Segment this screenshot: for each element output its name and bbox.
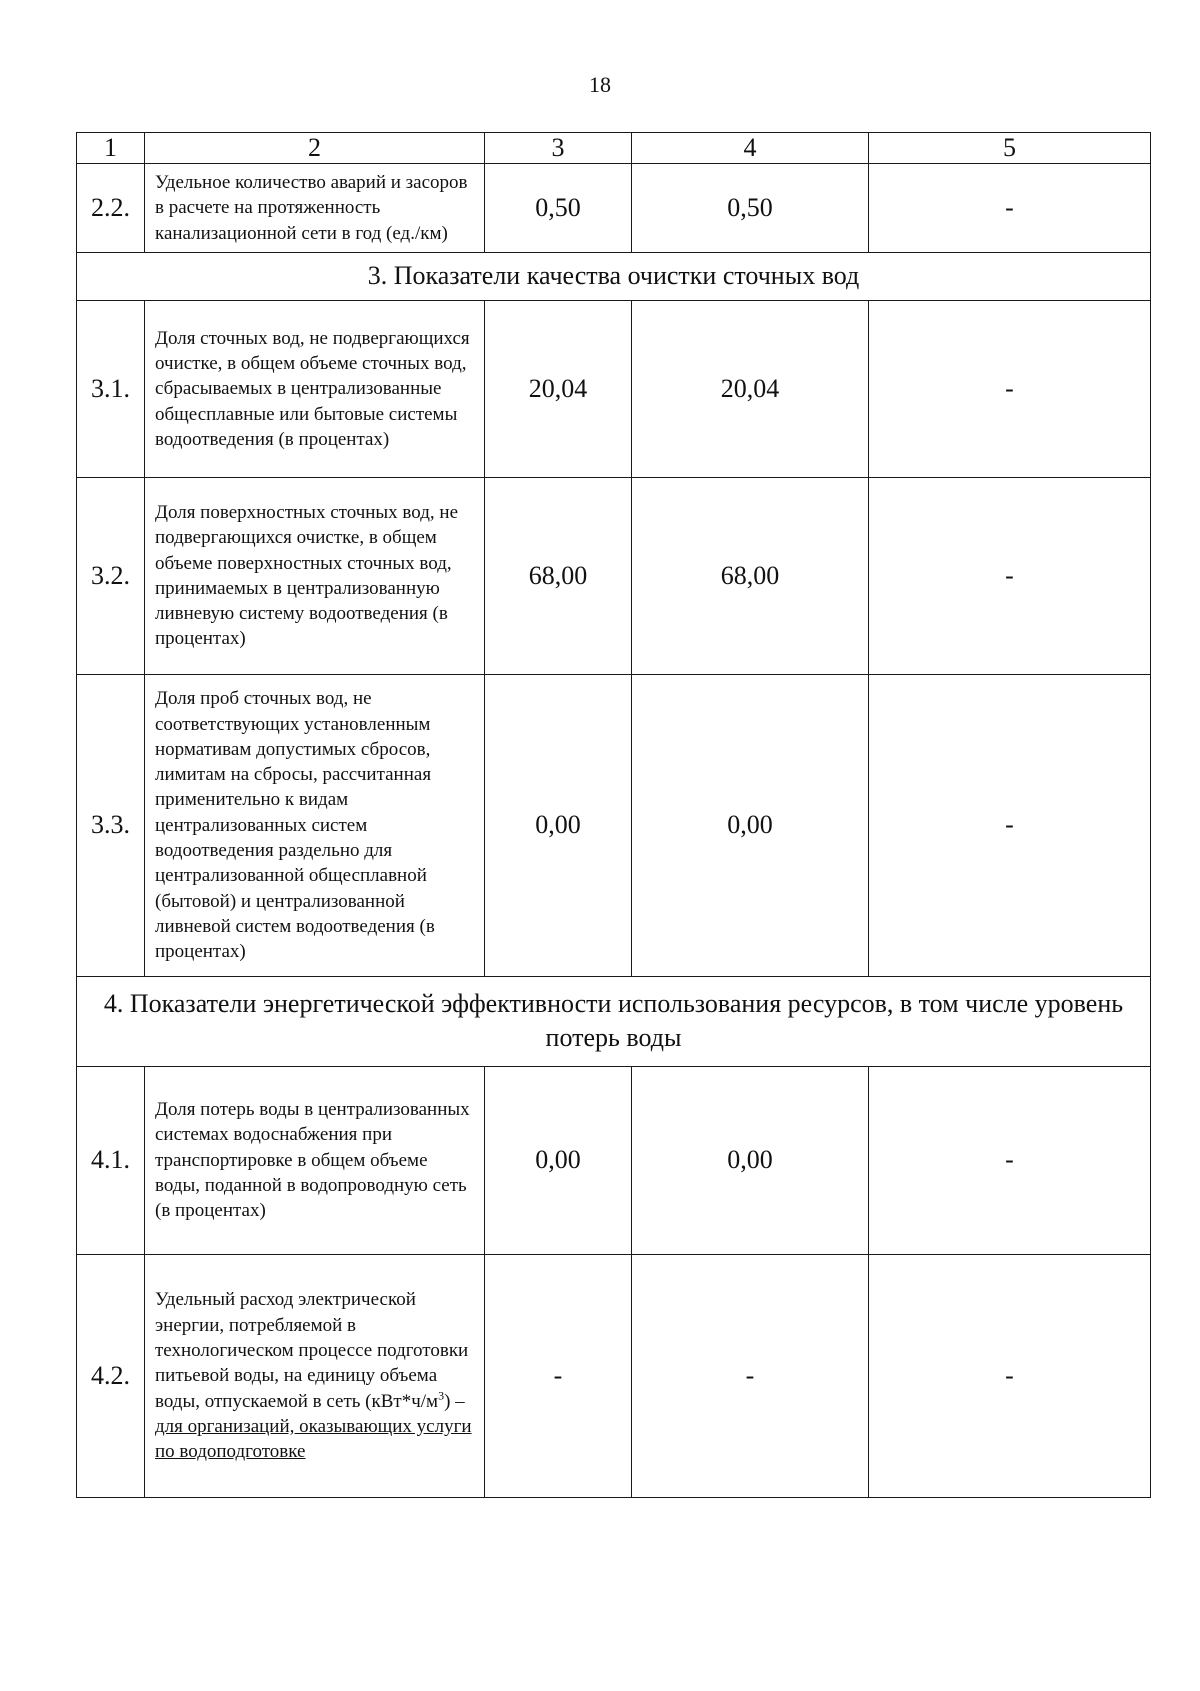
table-row [77,1254,1151,1497]
header-col-2: 2 [145,133,485,164]
table-row [77,164,1151,253]
row-number: 3.2. [77,477,145,674]
row-description: Доля проб сточных вод, не соответствующих установленным нормативам допустимых сбросов, лимитам на сбросы, рассчитанная применительно к видам централизованных систем водоотведения раздельно для централизованной общесплавной (бытовой) и централизованной ливневой систем водоотведения (в процентах) [145,674,485,976]
header-col-4: 4 [632,133,869,164]
header-col-3: 3 [485,133,632,164]
header-row [77,133,1151,164]
value-col-3: 20,04 [485,300,632,477]
section-heading: 4. Показатели энергетической эффективности использования ресурсов, в том числе уровень потерь воды [77,976,1151,1066]
header-col-5: 5 [869,133,1151,164]
row-description: Доля поверхностных сточных вод, не подвергающихся очистке, в общем объеме поверхностных сточных вод, принимаемых в централизованную ливневую систему водоотведения (в процентах) [145,477,485,674]
value-col-5: - [869,1254,1151,1497]
value-col-3: 0,00 [485,674,632,976]
value-col-5: - [869,674,1151,976]
row-description-text: ) – [444,1390,465,1412]
row-number: 2.2. [77,164,145,253]
row-number: 3.3. [77,674,145,976]
value-col-4: 20,04 [632,300,869,477]
page-number: 18 [589,72,611,97]
table-row [77,674,1151,976]
value-col-4: 0,50 [632,164,869,253]
row-description: Доля сточных вод, не подвергающихся очистке, в общем объеме сточных вод, сбрасываемых в централизованные общесплавные или бытовые системы водоотведения (в процентах) [145,300,485,477]
value-col-3: 68,00 [485,477,632,674]
underlined-note: для организаций, оказывающих услуги по водоподготовке [155,1415,472,1463]
row-number: 3.1. [77,300,145,477]
indicators-table [76,132,1151,1498]
value-col-4: - [632,1254,869,1497]
table-row [77,300,1151,477]
value-col-3: 0,50 [485,164,632,253]
value-col-4: 0,00 [632,674,869,976]
table-row [77,477,1151,674]
row-number: 4.1. [77,1066,145,1254]
section-heading-row [77,252,1151,300]
value-col-3: - [485,1254,632,1497]
value-col-4: 0,00 [632,1066,869,1254]
value-col-5: - [869,300,1151,477]
row-number: 4.2. [77,1254,145,1497]
table-row [77,1066,1151,1254]
row-description: Удельное количество аварий и засоров в расчете на протяженность канализационной сети в год (ед./км) [145,164,485,253]
row-description: Доля потерь воды в централизованных системах водоснабжения при транспортировке в общем объеме воды, поданной в водопроводную сеть (в процентах) [145,1066,485,1254]
value-col-5: - [869,477,1151,674]
section-heading: 3. Показатели качества очистки сточных вод [77,252,1151,300]
row-description [145,1254,485,1497]
value-col-5: - [869,1066,1151,1254]
value-col-4: 68,00 [632,477,869,674]
section-heading-row [77,976,1151,1066]
header-col-1: 1 [77,133,145,164]
value-col-3: 0,00 [485,1066,632,1254]
value-col-5: - [869,164,1151,253]
superscript-exponent: 3 [438,1388,445,1403]
row-description-text: Удельный расход электрической энергии, потребляемой в технологическом процессе подготовки питьевой воды, на единицу объема воды, отпускаемой в сеть (кВт*ч/м [155,1289,469,1412]
